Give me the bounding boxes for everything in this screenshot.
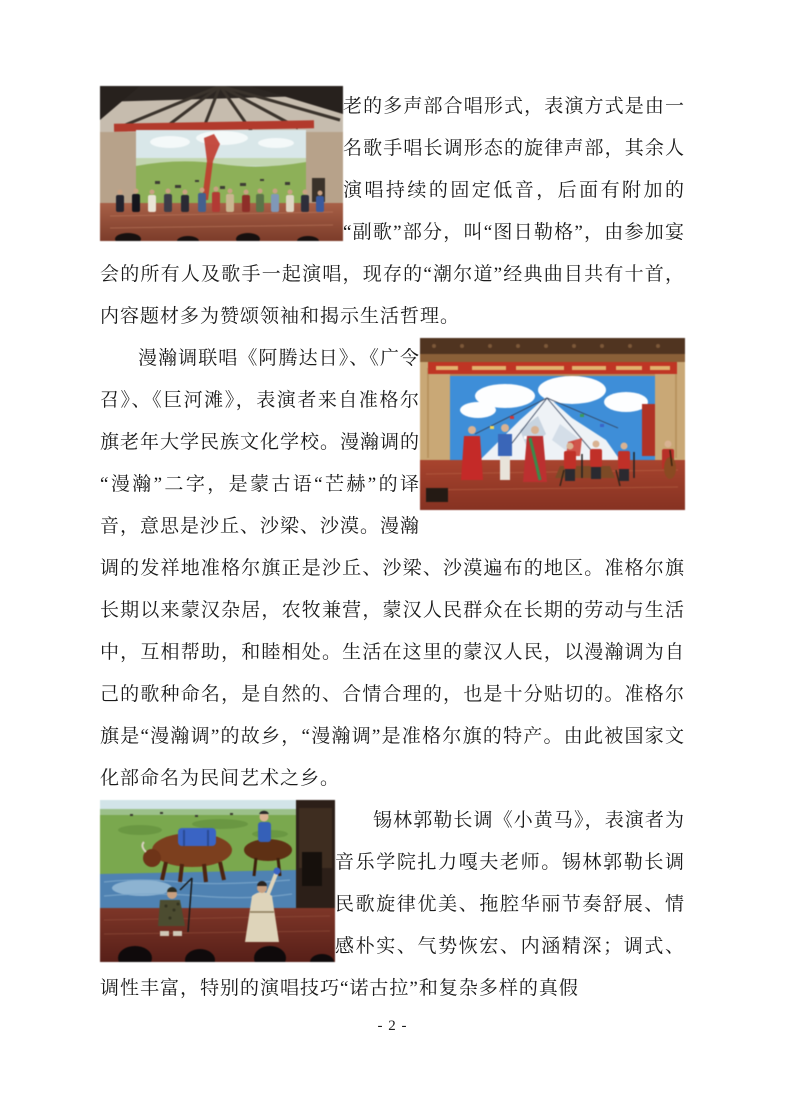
photo-long-song-image (100, 800, 335, 962)
photo-choir-stage-image (100, 86, 343, 241)
photo-manhan-ensemble-image (420, 338, 685, 510)
text-body (100, 86, 685, 1010)
page-number: - 2 - (377, 1018, 408, 1034)
paragraph-2: 漫瀚调联唱《阿腾达日》、《广令召》、《巨河滩》，表演者来自准格尔旗老年大学民族文化学校。漫瀚调的“漫瀚”二字，是蒙古语“芒赫”的译音，意思是沙丘、沙梁、沙漠。漫瀚调的发祥地准格尔旗正是沙丘、沙梁、沙漠遍布的地区。准格尔旗长期以来蒙汉杂居，农牧兼营，蒙汉人民群众在长期的劳动与生活中，互相帮助，和睦相处。生活在这里的蒙汉人民，以漫瀚调为自己的歌种命名，是自然的、合情合理的，也是十分贴切的。准格尔旗是“漫瀚调”的故乡，“漫瀚调”是准格尔旗的特产。由此被国家文化部命名为民间艺术之乡。 (100, 348, 685, 789)
photo-manhan-ensemble (420, 338, 685, 510)
photo-choir-stage (100, 86, 343, 241)
photo-long-song (100, 800, 335, 962)
paragraph-3: 锡林郭勒长调《小黄马》，表演者为音乐学院扎力嘎夫老师。锡林郭勒长调民歌旋律优美、拖腔华丽节奏舒展、情感朴实、气势恢宏、内涵精深；调式、调性丰富，特别的演唱技巧“诺古拉”和复杂多样的真假 (100, 810, 685, 999)
paragraph-1: 老的多声部合唱形式，表演方式是由一名歌手唱长调形态的旋律声部，其余人演唱持续的固定低音，后面有附加的“副歌”部分，叫“图日勒格”，由参加宴会的所有人及歌手一起演唱，现存的“潮尔道”经典曲目共有十首，内容题材多为赞颂领袖和揭示生活哲理。 (100, 96, 685, 327)
